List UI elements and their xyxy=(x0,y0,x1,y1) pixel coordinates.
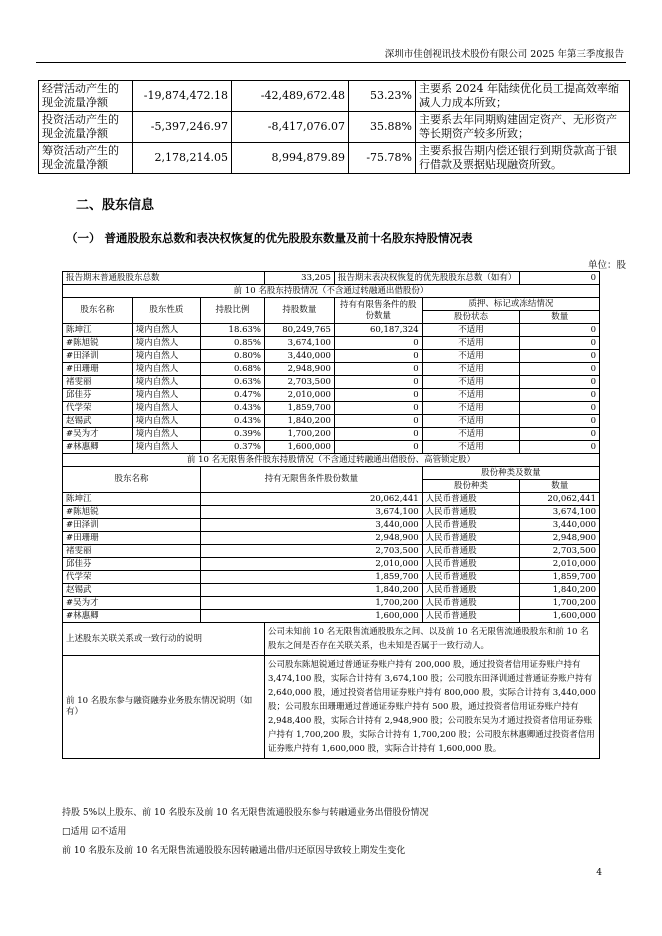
unrestricted-row xyxy=(63,610,600,623)
cashflow-current: -5,397,246.97 xyxy=(133,112,232,143)
holder-restricted: 0 xyxy=(334,376,422,389)
unrestricted-qty: 2,703,500 xyxy=(201,545,423,558)
unrestricted-qty: 3,440,000 xyxy=(201,519,423,532)
holder-name: #田泽训 xyxy=(63,350,133,363)
unrestricted-type: 人民币普通股 xyxy=(422,597,520,610)
holder-nature: 境内自然人 xyxy=(132,324,200,337)
holder-qty: 2,703,500 xyxy=(264,376,334,389)
top10-row xyxy=(63,428,600,441)
holder-ratio: 0.47% xyxy=(201,389,265,402)
holder-restricted: 0 xyxy=(334,402,422,415)
holder-restricted: 0 xyxy=(334,363,422,376)
col-header-nature: 股东性质 xyxy=(132,298,200,324)
related-label: 上述股东关联关系或一致行动的说明 xyxy=(63,623,265,656)
col-header-qty: 持股数量 xyxy=(264,298,334,324)
holder-name: 褚雯丽 xyxy=(63,376,133,389)
unrestricted-row xyxy=(63,597,600,610)
col-header-pledge: 质押、标记或冻结情况 xyxy=(422,298,599,311)
holder-restricted: 0 xyxy=(334,389,422,402)
holder-ratio: 18.63% xyxy=(201,324,265,337)
holder-count: 0 xyxy=(520,402,600,415)
unrestricted-row xyxy=(63,493,600,506)
holder-ratio: 0.37% xyxy=(201,441,265,454)
holder-count: 0 xyxy=(520,428,600,441)
report-header: 深圳市佳创视讯技术股份有限公司 2025 年第三季度报告 xyxy=(384,49,624,60)
unrestricted-col-count: 数量 xyxy=(520,480,600,493)
cashflow-current: 2,178,214.05 xyxy=(133,143,232,174)
unrestricted-col-type: 股份种类 xyxy=(422,480,520,493)
col-header-count: 数量 xyxy=(520,311,600,324)
unrestricted-qty: 1,840,200 xyxy=(201,584,423,597)
related-text: 公司未知前 10 名无限售流通股股东之间、以及前 10 名无限售流通股股东和前 10 名股东之间是否存在关联关系，也未知是否属于一致行动人。 xyxy=(264,623,599,656)
margin-label: 前 10 名股东参与融资融券业务股东情况说明（如有） xyxy=(63,656,265,759)
cashflow-item: 筹资活动产生的现金流量净额 xyxy=(39,143,133,174)
holder-nature: 境内自然人 xyxy=(132,350,200,363)
holder-name: 陈坤江 xyxy=(63,324,133,337)
holder-restricted: 0 xyxy=(334,415,422,428)
footer-note-1: 持股 5%以上股东、前 10 名股东及前 10 名无限售流通股股东参与转融通业务出借股份情况 xyxy=(62,808,429,818)
holder-restricted: 0 xyxy=(334,350,422,363)
unrestricted-name: #吴为才 xyxy=(63,597,201,610)
holder-nature: 境内自然人 xyxy=(132,415,200,428)
cashflow-table xyxy=(38,80,630,174)
holder-status: 不适用 xyxy=(422,441,520,454)
cashflow-reason: 主要系报告期内偿还银行到期贷款高于银行借款及票据贴现融资所致。 xyxy=(416,143,630,174)
top10-row xyxy=(63,415,600,428)
unrestricted-type: 人民币普通股 xyxy=(422,532,520,545)
holder-name: #林惠卿 xyxy=(63,441,133,454)
header-divider xyxy=(36,62,626,63)
holder-qty: 1,600,000 xyxy=(264,441,334,454)
top10-row xyxy=(63,350,600,363)
unrestricted-name: #林惠卿 xyxy=(63,610,201,623)
margin-text: 公司股东陈旭锐通过普通证券账户持有 200,000 股，通过投资者信用证券账户持有 3,474,100 股，实际合计持有 3,674,100 股；公司股东田泽训通过普通证券账户持有 2,640,000 股，通过投资者信用证券账户持有 800,000 股，实际合计持有 3,440,000 股；公司股东田珊珊通过普通证券账户持有 500 股，通过投资者信用证券账户持有 2,948,400 股，实际合计持有 2,948,900 股；公司股东吴为才通过投资者信用证券账户持有 1,700,200 股，实际合计持有 1,700,200 股；公司股东林惠卿通过投资者信用证券账户持有 1,600,000 股，实际合计持有 1,600,000 股。 xyxy=(264,656,599,759)
section-title: 二、股东信息 xyxy=(76,198,155,213)
holder-count: 0 xyxy=(520,389,600,402)
unrestricted-count: 20,062,441 xyxy=(520,493,600,506)
holder-count: 0 xyxy=(520,376,600,389)
holder-restricted: 60,187,324 xyxy=(334,324,422,337)
unrestricted-name: #田泽训 xyxy=(63,519,201,532)
holder-name: #陈旭锐 xyxy=(63,337,133,350)
holder-name: #吴为才 xyxy=(63,428,133,441)
cashflow-reason: 主要系去年同期购建固定资产、无形资产等长期资产较多所致； xyxy=(416,112,630,143)
unrestricted-name: #陈旭锐 xyxy=(63,506,201,519)
holder-status: 不适用 xyxy=(422,389,520,402)
cashflow-change: 35.88% xyxy=(349,112,416,143)
holder-status: 不适用 xyxy=(422,402,520,415)
unrestricted-name: 赵锡武 xyxy=(63,584,201,597)
cashflow-current: -19,874,472.18 xyxy=(133,81,232,112)
holder-qty: 3,440,000 xyxy=(264,350,334,363)
unrestricted-qty: 3,674,100 xyxy=(201,506,423,519)
unrestricted-qty: 1,859,700 xyxy=(201,571,423,584)
subsection-title: （一） 普通股股东总数和表决权恢复的优先股股东数量及前十名股东持股情况表 xyxy=(66,231,473,245)
cashflow-row xyxy=(39,112,630,143)
col-header-name: 股东名称 xyxy=(63,298,133,324)
holder-status: 不适用 xyxy=(422,415,520,428)
cashflow-prior: -8,417,076.07 xyxy=(232,112,349,143)
holder-nature: 境内自然人 xyxy=(132,389,200,402)
holder-status: 不适用 xyxy=(422,428,520,441)
holder-status: 不适用 xyxy=(422,376,520,389)
holder-status: 不适用 xyxy=(422,324,520,337)
unrestricted-name: 代学荣 xyxy=(63,571,201,584)
holder-name: #田珊珊 xyxy=(63,363,133,376)
holder-ratio: 0.43% xyxy=(201,402,265,415)
unit-label: 单位：股 xyxy=(587,260,626,271)
holder-nature: 境内自然人 xyxy=(132,363,200,376)
holder-qty: 1,840,200 xyxy=(264,415,334,428)
holder-count: 0 xyxy=(520,441,600,454)
holder-ratio: 0.68% xyxy=(201,363,265,376)
unrestricted-col-qty: 持有无限售条件股份数量 xyxy=(201,467,423,493)
holder-qty: 2,010,000 xyxy=(264,389,334,402)
unrestricted-count: 2,010,000 xyxy=(520,558,600,571)
holder-count: 0 xyxy=(520,350,600,363)
holder-ratio: 0.63% xyxy=(201,376,265,389)
unrestricted-row xyxy=(63,519,600,532)
footer-note-2: □适用 ☑不适用 xyxy=(62,827,127,837)
unrestricted-row xyxy=(63,532,600,545)
unrestricted-count: 3,440,000 xyxy=(520,519,600,532)
unrestricted-type: 人民币普通股 xyxy=(422,545,520,558)
unrestricted-qty: 2,010,000 xyxy=(201,558,423,571)
top10-row xyxy=(63,337,600,350)
unrestricted-count: 1,600,000 xyxy=(520,610,600,623)
holder-restricted: 0 xyxy=(334,337,422,350)
holder-qty: 1,859,700 xyxy=(264,402,334,415)
col-header-ratio: 持股比例 xyxy=(201,298,265,324)
holder-ratio: 0.39% xyxy=(201,428,265,441)
holder-status: 不适用 xyxy=(422,337,520,350)
top10-caption: 前 10 名股东持股情况（不含通过转融通出借股份） xyxy=(63,285,600,298)
unrestricted-row xyxy=(63,584,600,597)
cashflow-prior: -42,489,672.48 xyxy=(232,81,349,112)
unrestricted-col-name: 股东名称 xyxy=(63,467,201,493)
holder-nature: 境内自然人 xyxy=(132,441,200,454)
total-holders-label: 报告期末普通股股东总数 xyxy=(63,272,265,285)
top10-row xyxy=(63,441,600,454)
unrestricted-type: 人民币普通股 xyxy=(422,610,520,623)
holder-name: 邱佳芬 xyxy=(63,389,133,402)
holder-restricted: 0 xyxy=(334,441,422,454)
cashflow-reason: 主要系 2024 年陆续优化员工提高效率缩减人力成本所致； xyxy=(416,81,630,112)
unrestricted-type: 人民币普通股 xyxy=(422,519,520,532)
unrestricted-qty: 1,700,200 xyxy=(201,597,423,610)
cashflow-item: 投资活动产生的现金流量净额 xyxy=(39,112,133,143)
cashflow-row xyxy=(39,81,630,112)
unrestricted-col-kind: 股份种类及数量 xyxy=(422,467,599,480)
unrestricted-count: 1,859,700 xyxy=(520,571,600,584)
margin-row xyxy=(63,656,600,759)
unrestricted-type: 人民币普通股 xyxy=(422,571,520,584)
unrestricted-type: 人民币普通股 xyxy=(422,584,520,597)
holder-nature: 境内自然人 xyxy=(132,402,200,415)
pref-holders-label: 报告期末表决权恢复的优先股股东总数（如有） xyxy=(334,272,520,285)
unrestricted-name: 褚雯丽 xyxy=(63,545,201,558)
unrestricted-qty: 1,600,000 xyxy=(201,610,423,623)
holder-name: 代学荣 xyxy=(63,402,133,415)
unrestricted-row xyxy=(63,545,600,558)
unrestricted-row xyxy=(63,571,600,584)
holder-qty: 3,674,100 xyxy=(264,337,334,350)
unrestricted-qty: 2,948,900 xyxy=(201,532,423,545)
unrestricted-type: 人民币普通股 xyxy=(422,506,520,519)
related-row xyxy=(63,623,600,656)
holder-qty: 1,700,200 xyxy=(264,428,334,441)
top10-row xyxy=(63,389,600,402)
holder-count: 0 xyxy=(520,324,600,337)
holder-count: 0 xyxy=(520,337,600,350)
unrestricted-name: 陈坤江 xyxy=(63,493,201,506)
unrestricted-type: 人民币普通股 xyxy=(422,493,520,506)
unrestricted-name: 邱佳芬 xyxy=(63,558,201,571)
total-holders-value: 33,205 xyxy=(264,272,334,285)
unrestricted-name: #田珊珊 xyxy=(63,532,201,545)
holder-ratio: 0.80% xyxy=(201,350,265,363)
holder-status: 不适用 xyxy=(422,350,520,363)
top10-row xyxy=(63,402,600,415)
col-header-status: 股份状态 xyxy=(422,311,520,324)
unrestricted-count: 2,703,500 xyxy=(520,545,600,558)
holder-ratio: 0.85% xyxy=(201,337,265,350)
holder-nature: 境内自然人 xyxy=(132,337,200,350)
pref-holders-value: 0 xyxy=(520,272,600,285)
cashflow-item: 经营活动产生的现金流量净额 xyxy=(39,81,133,112)
unrestricted-row xyxy=(63,506,600,519)
unrestricted-type: 人民币普通股 xyxy=(422,558,520,571)
top10-row xyxy=(63,363,600,376)
unrestricted-row xyxy=(63,558,600,571)
holder-ratio: 0.43% xyxy=(201,415,265,428)
holder-name: 赵锡武 xyxy=(63,415,133,428)
cashflow-change: 53.23% xyxy=(349,81,416,112)
cashflow-row xyxy=(39,143,630,174)
top10-row xyxy=(63,324,600,337)
unrestricted-count: 3,674,100 xyxy=(520,506,600,519)
holder-qty: 2,948,900 xyxy=(264,363,334,376)
footer-note-3: 前 10 名股东及前 10 名无限售流通股股东因转融通出借/归还原因导致较上期发生变化 xyxy=(62,846,406,856)
holder-count: 0 xyxy=(520,363,600,376)
holder-restricted: 0 xyxy=(334,428,422,441)
holder-status: 不适用 xyxy=(422,363,520,376)
holder-count: 0 xyxy=(520,415,600,428)
unrestricted-count: 1,700,200 xyxy=(520,597,600,610)
holder-nature: 境内自然人 xyxy=(132,376,200,389)
top10-row xyxy=(63,376,600,389)
holder-nature: 境内自然人 xyxy=(132,428,200,441)
page-number: 4 xyxy=(596,868,602,878)
unrestricted-count: 1,840,200 xyxy=(520,584,600,597)
unrestricted-qty: 20,062,441 xyxy=(201,493,423,506)
unrestricted-count: 2,948,900 xyxy=(520,532,600,545)
col-header-restricted: 持有有限售条件的股份数量 xyxy=(334,298,422,324)
unrestricted-caption: 前 10 名无限售条件股东持股情况（不含通过转融通出借股份、高管锁定股） xyxy=(63,454,600,467)
shareholder-table xyxy=(62,271,600,759)
cashflow-prior: 8,994,879.89 xyxy=(232,143,349,174)
cashflow-change: -75.78% xyxy=(349,143,416,174)
holder-qty: 80,249,765 xyxy=(264,324,334,337)
